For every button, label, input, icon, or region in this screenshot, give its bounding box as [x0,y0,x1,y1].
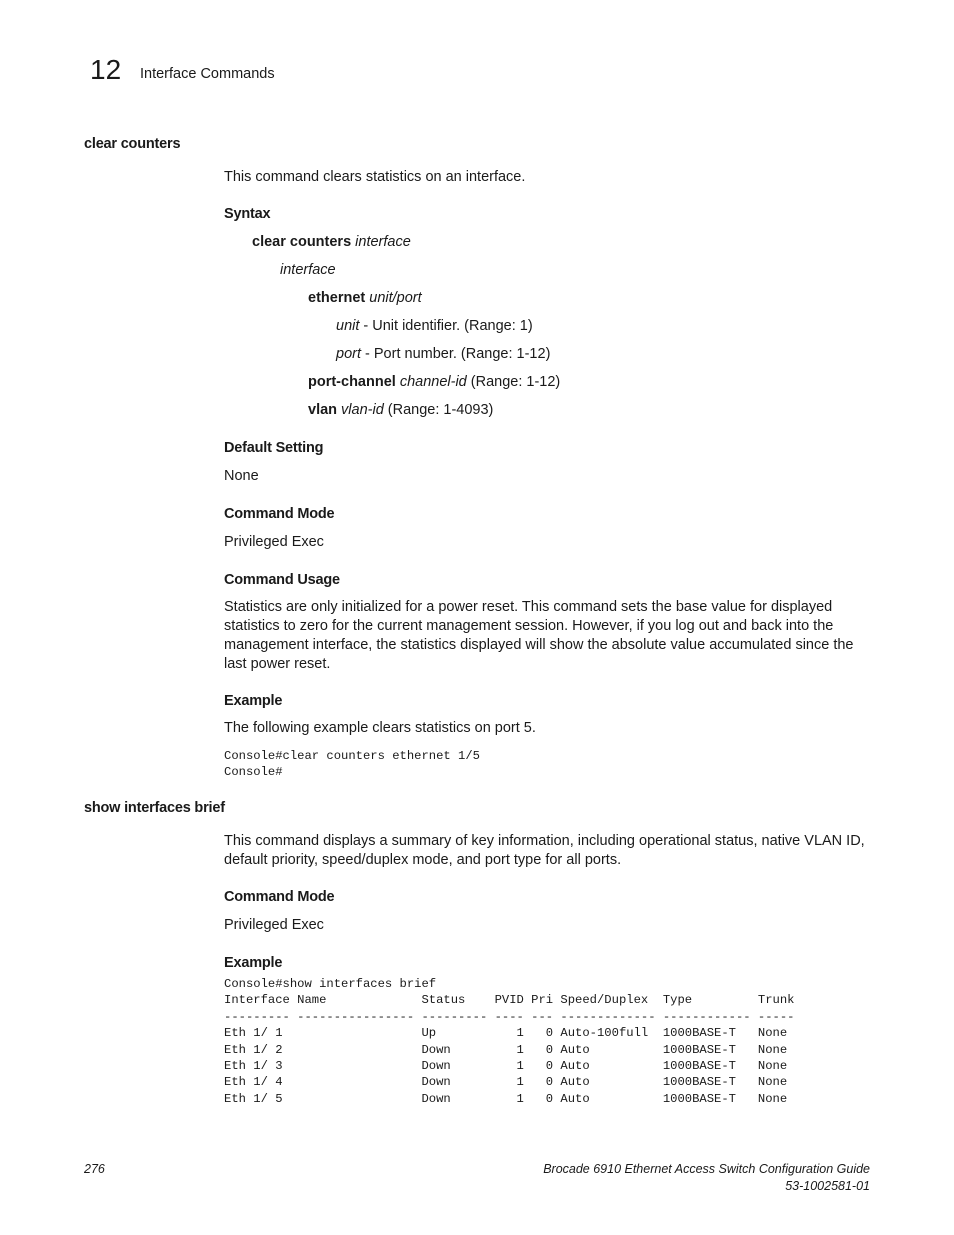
command-mode-value: Privileged Exec [224,534,324,550]
default-setting-value: None [224,468,259,484]
document-number: 53-1002581-01 [785,1179,870,1193]
ethernet-argument: unit/port [369,290,422,306]
clear-counters-description: This command clears statistics on an interface. [224,169,526,185]
syntax-line [252,233,411,252]
vlan-param [308,401,493,420]
syntax-heading: Syntax [224,206,271,222]
port-channel-param [308,373,560,392]
vlan-keyword: vlan [308,402,338,418]
vlan-argument: vlan-id [341,402,384,418]
syntax-command: clear counters [252,234,352,250]
chapter-title: Interface Commands [140,66,275,82]
command-usage-heading: Command Usage [224,572,340,588]
vlan-description: (Range: 1-4093) [383,402,494,418]
command-mode-heading: Command Mode [224,889,335,905]
port-param [336,345,550,364]
port-channel-keyword: port-channel [308,374,396,390]
port-channel-description: (Range: 1-12) [466,374,561,390]
port-description: - Port number. (Range: 1-12) [361,346,551,362]
command-mode-value: Privileged Exec [224,917,324,933]
example-description: The following example clears statistics on port 5. [224,720,536,736]
port-channel-argument: channel-id [399,374,467,390]
page-number: 276 [84,1162,105,1176]
unit-description: - Unit identifier. (Range: 1) [359,318,533,334]
interface-param: interface [280,262,336,278]
syntax-argument: interface [355,234,411,250]
command-heading-show-interfaces-brief: show interfaces brief [84,800,225,816]
ethernet-keyword: ethernet [308,290,366,306]
example-code-block: Console#show interfaces brief Interface Name Status PVID Pri Speed/Duplex Type Trunk --------- ---------------- --------- ---- --- ------------- ------------ ----- Eth 1/ 1 Up 1 0 Auto-100full 1000BASE-T None Eth 1/ 2 Down 1 0 Auto 1000BASE-T None Eth 1/ 3 Down 1 0 Auto 1000BASE-T None Eth 1/ 4 Down 1 0 Auto 1000BASE-T None Eth 1/ 5 Down 1 0 Auto 1000BASE-T None [224,977,795,1106]
default-setting-heading: Default Setting [224,440,324,456]
show-interfaces-brief-description: This command displays a summary of key information, including operational status, native VLAN ID, default priority, speed/duplex mode, and port type for all ports. [224,833,865,868]
command-heading-clear-counters: clear counters [84,136,181,152]
example-code-block: Console#clear counters ethernet 1/5 Console# [224,749,480,780]
unit-param [336,317,533,336]
example-heading: Example [224,955,283,971]
chapter-number: 12 [90,54,122,85]
command-usage-text: Statistics are only initialized for a power reset. This command sets the base value for displayed statistics to zero for the current management session. However, if you log out and back into the management interface, the statistics displayed will show the absolute value accumulated since the last power reset. [224,599,854,672]
unit-argument: unit [336,318,360,334]
ethernet-param [308,289,422,308]
guide-title: Brocade 6910 Ethernet Access Switch Configuration Guide [543,1162,870,1176]
command-mode-heading: Command Mode [224,506,335,522]
port-argument: port [336,346,361,362]
example-heading: Example [224,693,283,709]
